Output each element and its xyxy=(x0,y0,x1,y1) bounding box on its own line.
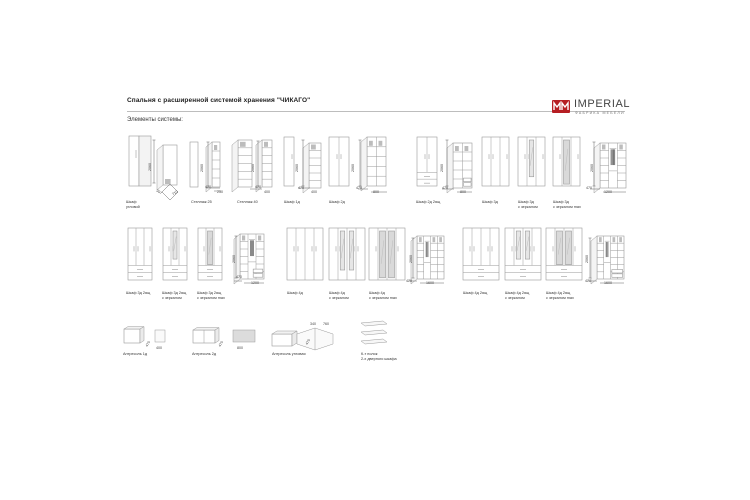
folded-items xyxy=(258,236,261,241)
item-label: Шкаф 3д 2ящ xyxy=(126,291,151,295)
clothes xyxy=(253,240,254,256)
item-label: Шкаф 1д xyxy=(284,200,300,204)
item-label: Шкаф угловой xyxy=(126,200,140,209)
item-label: Шкаф 4д 2ящ с зеркалом xyxy=(505,291,530,300)
folded-items xyxy=(619,145,622,150)
dimension-width: 400 xyxy=(311,190,317,194)
antresol-top xyxy=(193,328,219,330)
clothes xyxy=(251,240,252,256)
dimension-width: 400 xyxy=(156,346,162,350)
item-label: К-т полок 2-х дверного шкафа xyxy=(361,352,397,361)
item-label: Шкаф 2д xyxy=(329,200,345,204)
folded-items xyxy=(379,141,383,146)
dimension-width: 1200 xyxy=(604,190,612,194)
clothes xyxy=(606,242,607,257)
dimension-width: 1200 xyxy=(251,281,259,285)
dimension-depth: 470 xyxy=(298,186,304,190)
dimension-depth: 470 xyxy=(255,185,261,189)
dimension-depth: 470 xyxy=(217,340,225,348)
drawer xyxy=(463,183,471,187)
mirror-panel xyxy=(380,231,386,278)
dimension-width: 800 xyxy=(460,190,466,194)
mirror-panel xyxy=(340,231,345,270)
loose-shelf xyxy=(361,330,387,335)
item-label: Антресоль 2д xyxy=(192,352,217,356)
dimension-depth: 397 xyxy=(155,188,163,196)
dimension-height: 2060 xyxy=(351,164,355,172)
dimension-height: 2060 xyxy=(585,255,589,263)
corner-wardrobe-front xyxy=(129,136,139,186)
mirror-panel xyxy=(525,231,530,259)
drawer xyxy=(612,270,623,273)
clothes xyxy=(607,242,608,257)
item-label: Стеллаж 40 xyxy=(237,200,258,204)
section-subtitle: Элементы системы: xyxy=(127,117,183,123)
dimension-depth: 470 xyxy=(304,338,312,346)
item-label: Шкаф 2д 2ящ xyxy=(416,200,441,204)
dimension-depth: 470 xyxy=(356,186,362,190)
dimension-depth: 470 xyxy=(585,279,591,283)
drawer xyxy=(253,269,263,273)
side-panel xyxy=(157,145,163,190)
item-label: Шкаф 4д 2ящ с зеркалом max xyxy=(546,291,574,300)
folded-items xyxy=(264,142,268,147)
mirror-panel xyxy=(516,231,521,259)
dimension-width: 1600 xyxy=(604,281,612,285)
clothes xyxy=(612,149,613,165)
corner-wardrobe-side xyxy=(139,136,151,186)
mirror-panel xyxy=(557,231,563,265)
clothes xyxy=(426,242,427,257)
side-panel xyxy=(361,137,367,191)
clothes xyxy=(250,240,251,256)
brand-tagline: ФАБРИКА МЕБЕЛИ xyxy=(575,111,625,115)
side-panel xyxy=(232,140,238,192)
shelf-unit xyxy=(190,142,198,187)
item-label: Шкаф 4д 2ящ xyxy=(463,291,488,295)
dimension-width: 710 xyxy=(171,189,179,197)
item-label: Шкаф 4д с зеркалом xyxy=(329,291,349,300)
mirror-panel xyxy=(529,140,534,177)
mirror-panel xyxy=(349,231,354,270)
mirror-panel xyxy=(566,231,572,265)
dimension-a: 340 xyxy=(310,322,316,326)
dimension-depth: 470 xyxy=(442,186,448,190)
drawer xyxy=(253,274,263,278)
dimension-width: 800 xyxy=(373,190,379,194)
item-label: Стеллаж 25 xyxy=(191,200,212,204)
item-label: Шкаф 3д 2ящ с зеркалом xyxy=(162,291,187,300)
item-label: Антресоль угловая xyxy=(272,352,306,356)
folded-items xyxy=(240,142,246,147)
mirror-panel xyxy=(564,140,570,184)
dimension-height: 2060 xyxy=(590,164,594,172)
dimension-height: 2060 xyxy=(200,164,204,172)
folded-items xyxy=(419,237,422,242)
clothes xyxy=(614,149,615,165)
folded-items xyxy=(165,179,171,184)
dimension-width: 250 xyxy=(217,190,223,194)
item-label: Шкаф 3д 2ящ с зеркалом max xyxy=(197,291,225,300)
dimension-height: 2060 xyxy=(148,163,152,171)
clothes xyxy=(427,242,428,257)
drawer xyxy=(612,274,623,277)
dimension-depth: 470 xyxy=(236,275,242,279)
dimension-height: 2060 xyxy=(232,255,236,263)
dimension-height: 2060 xyxy=(409,255,413,263)
wardrobe-body xyxy=(128,228,152,280)
brand-name: IMPERIAL xyxy=(574,98,631,110)
dimension-depth: 470 xyxy=(586,186,592,190)
folded-items xyxy=(613,237,616,242)
dimension-depth: 470 xyxy=(205,185,211,189)
page-title: Спальня с расширенной системой хранения "ЧИКАГО" xyxy=(127,97,311,104)
antresol-side xyxy=(140,327,144,343)
dimension-width: 400 xyxy=(264,190,270,194)
folded-items xyxy=(369,141,373,146)
folded-items xyxy=(439,237,442,242)
clothes xyxy=(611,149,612,165)
antresol-side xyxy=(215,328,219,343)
clothes xyxy=(608,242,609,257)
wardrobe-body xyxy=(284,137,294,186)
side-panel xyxy=(594,143,600,193)
item-label: Шкаф 3д с зеркалом max xyxy=(553,200,581,209)
antresol-front xyxy=(272,334,292,346)
wardrobe-body xyxy=(482,137,509,186)
folded-items xyxy=(455,146,459,151)
item-label: Шкаф 3д с зеркалом xyxy=(518,200,538,209)
loose-shelf xyxy=(361,321,387,326)
antresol-open xyxy=(155,330,165,342)
folded-items xyxy=(599,237,602,242)
antresol-open xyxy=(233,330,255,342)
clothes xyxy=(428,242,429,257)
loose-shelf xyxy=(361,339,387,344)
clothes xyxy=(426,242,427,257)
folded-items xyxy=(311,145,316,150)
item-label: Шкаф 4д xyxy=(287,291,303,295)
dimension-depth: 470 xyxy=(144,340,152,348)
folded-items xyxy=(433,237,436,242)
dimension-width: 800 xyxy=(237,346,243,350)
dimension-depth: 470 xyxy=(406,279,412,283)
item-label: Антресоль 1д xyxy=(123,352,148,356)
dimension-width: 1600 xyxy=(426,281,434,285)
folded-items xyxy=(602,145,605,150)
item-label: Шкаф 3д xyxy=(482,200,498,204)
item-label: Шкаф 4д с зеркалом max xyxy=(369,291,397,300)
dimension-height: 2060 xyxy=(295,164,299,172)
folded-items xyxy=(465,146,469,151)
clothes xyxy=(252,240,253,256)
dimension-height: 2060 xyxy=(251,164,255,172)
drawer xyxy=(463,178,471,182)
clothes xyxy=(606,242,607,257)
side-panel xyxy=(591,236,597,284)
dimension-b: 760 xyxy=(323,322,329,326)
folded-items xyxy=(242,236,245,241)
dimension-height: 2060 xyxy=(440,164,444,172)
mirror-panel xyxy=(389,231,395,278)
antresol-front xyxy=(124,329,140,343)
folded-items xyxy=(214,145,217,150)
clothes xyxy=(613,149,614,165)
folded-items xyxy=(619,237,622,242)
